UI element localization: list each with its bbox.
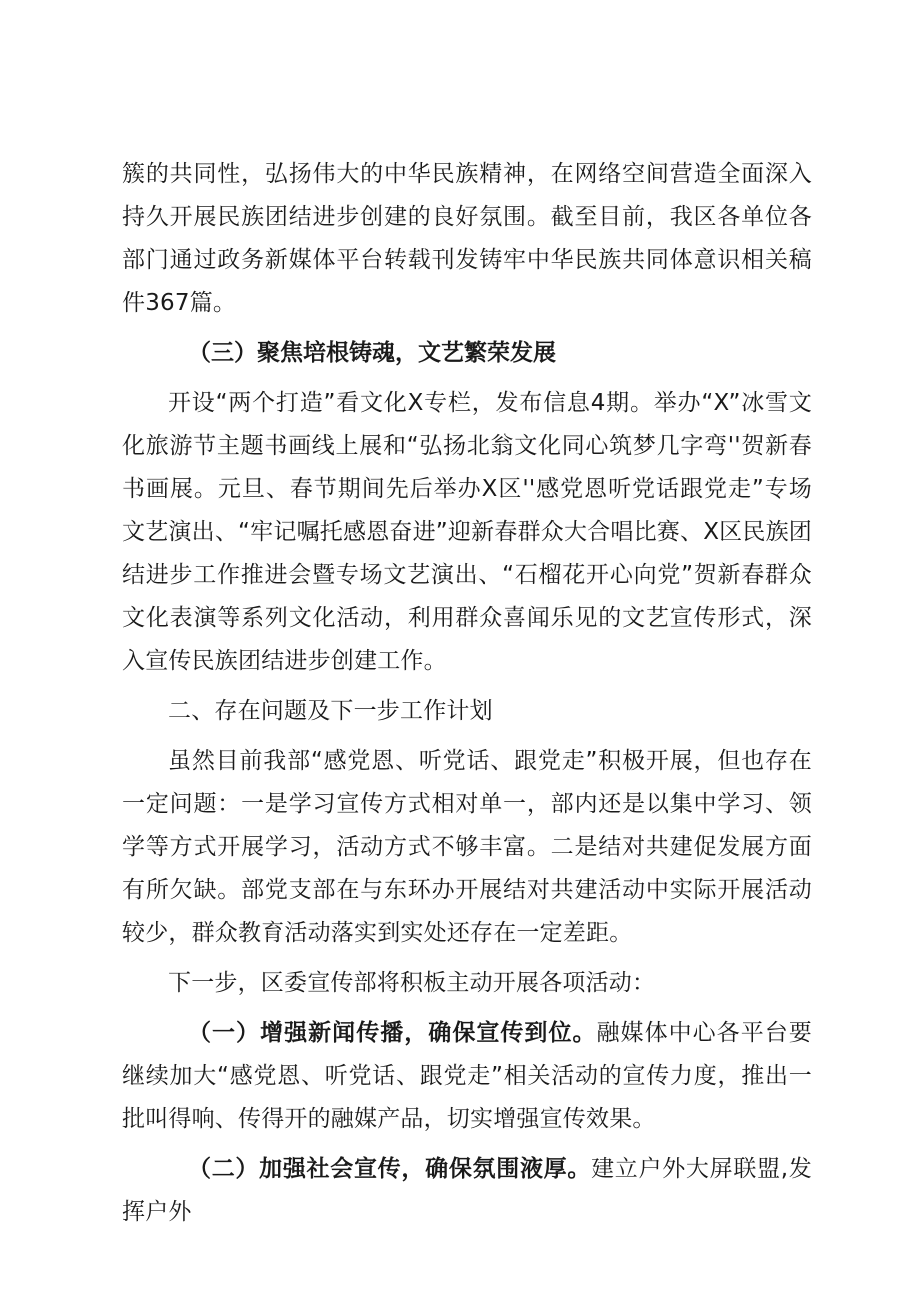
part-2-heading: 二、存在问题及下一步工作计划 [168, 698, 493, 724]
item-2-body: 建立户外大屏联盟,发挥户外 [122, 1156, 813, 1225]
item-1-body: 融媒体中心各平台要继续加大“感党恩、听党话、跟党走”相关活动的宣传力度，推出一批叫得响、传得开的融媒产品，切实增强宣传效果。 [122, 1020, 812, 1132]
paragraph-item-1 [122, 1012, 812, 1141]
paragraph-problems: 虽然目前我部“感党恩、听党话、跟党走”积极开展，但也存在一定问题：一是学习宣传方式相对单一，部内还是以集中学习、领学等方式开展学习，活动方式不够丰富。二是结对共建促发展方面有所欠缺。部党支部在与东环办开展结对共建活动中实际开展活动较少，群众教育活动落实到实处还存在一定差距。 [122, 748, 812, 946]
paragraph-culture-activities: 开设“两个打造”看文化X专栏，发布信息4期。举办“X”冰雪文化旅游节主题书画线上展和“弘扬北翁文化同心筑梦几字弯''贺新春书画展。元旦、春节期间先后举办X区''感党恩听党话跟党走”专场文艺演出、“牢记嘱托感恩奋进”迎新春群众大合唱比赛、X区民族团结进步工作推进会暨专场文艺演出、“石榴花开心向党”贺新春群众文化表演等系列文化活动，利用群众喜闻乐见的文艺宣传形式，深入宣传民族团结进步创建工作。 [122, 390, 812, 674]
document-body [122, 153, 812, 1234]
paragraph-item-2 [122, 1148, 812, 1234]
paragraph-continuation: 簇的共同性，弘扬伟大的中华民族精神，在网络空间营造全面深入持久开展民族团结进步创建的良好氛围。截至目前，我区各单位各部门通过政务新媒体平台转载刊发铸牢中华民族共同体意识相关稿件367篇。 [122, 161, 812, 316]
item-2-title: （二）加强社会宣传，确保氛围液厚。 [188, 1156, 592, 1182]
paragraph-next-steps-intro: 下一步，区委宣传部将积板主动开展各项活动： [168, 970, 656, 996]
item-1-title: （一）增强新闻传播，确保宣传到位。 [188, 1020, 597, 1046]
section-heading-3: （三）聚焦培根铸魂，文艺繁荣发展 [188, 340, 556, 366]
